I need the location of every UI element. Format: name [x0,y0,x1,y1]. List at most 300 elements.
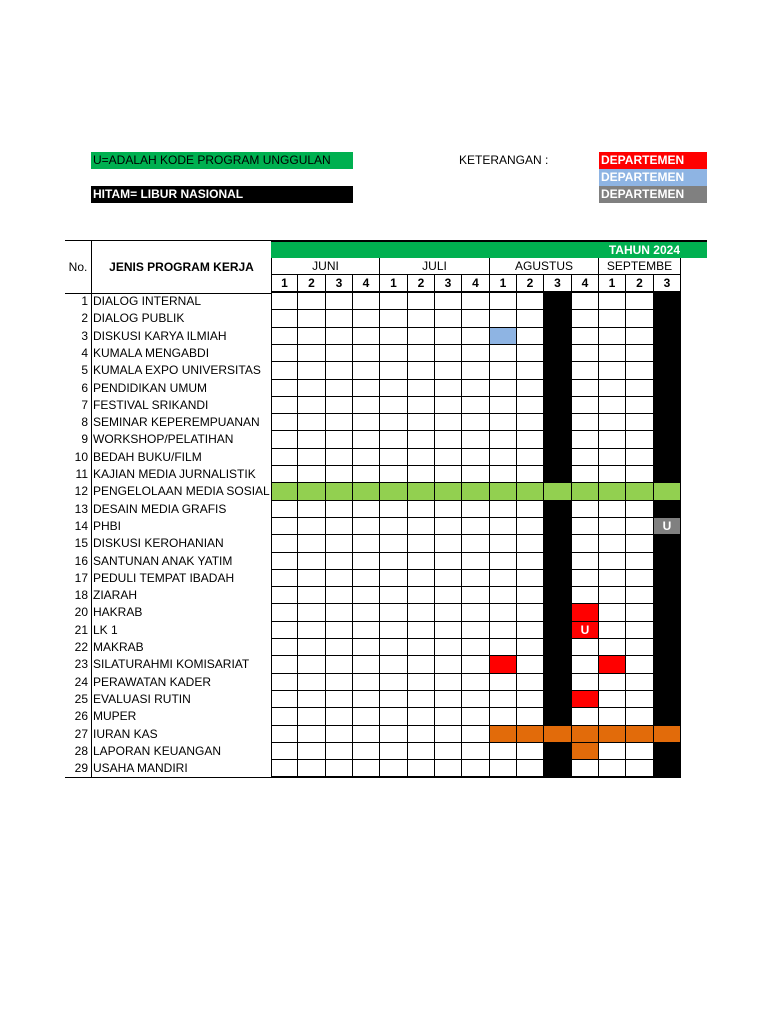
schedule-cell [271,708,298,726]
schedule-cell [326,328,353,345]
schedule-cell [326,483,353,501]
schedule-cell [599,639,626,656]
schedule-cell [599,380,626,397]
schedule-cell [654,674,681,691]
schedule-cell [408,587,435,604]
schedule-cell [326,674,353,691]
schedule-cell [380,466,408,483]
schedule-cell [654,691,681,708]
schedule-cell [435,639,462,656]
schedule-cell [380,708,408,726]
schedule-cell [490,449,517,466]
schedule-cell [517,587,544,604]
week-header: 3 [326,275,353,293]
schedule-cell [654,431,681,449]
schedule-cell [353,691,380,708]
schedule-cell [271,587,298,604]
schedule-cell [408,726,435,743]
schedule-cell [353,293,380,310]
schedule-cell [408,414,435,431]
schedule-cell [435,674,462,691]
schedule-cell [462,743,490,760]
schedule-cell [490,345,517,362]
schedule-cell [517,293,544,310]
schedule-cell [353,622,380,639]
schedule-cell [408,380,435,397]
schedule-cell [517,380,544,397]
schedule-cell [298,449,326,466]
schedule-cell [271,553,298,570]
schedule-cell [298,604,326,622]
week-header: 1 [271,275,298,293]
row-number: 3 [81,329,88,343]
schedule-cell [435,570,462,587]
schedule-cell [271,743,298,760]
schedule-cell [544,674,572,691]
schedule-cell [298,466,326,483]
schedule-cell [380,518,408,535]
schedule-cell [544,639,572,656]
schedule-cell [271,483,298,501]
schedule-cell [544,622,572,639]
schedule-cell [462,310,490,328]
schedule-cell [353,587,380,604]
year-header: TAHUN 2024 [271,240,707,258]
schedule-cell [490,328,517,345]
schedule-cell [435,691,462,708]
schedule-cell [572,760,599,777]
schedule-cell [380,622,408,639]
schedule-cell [271,535,298,553]
schedule-cell [517,431,544,449]
schedule-cell [517,449,544,466]
schedule-cell [408,604,435,622]
schedule-cell [271,449,298,466]
schedule-cell [298,518,326,535]
schedule-cell [298,639,326,656]
schedule-cell [544,691,572,708]
header-program: JENIS PROGRAM KERJA [91,240,271,293]
program-name: KUMALA EXPO UNIVERSITAS [91,362,271,380]
unggulan-cell: U [572,622,599,639]
schedule-cell [271,397,298,414]
header-no: No. [65,240,91,293]
schedule-cell [572,362,599,380]
schedule-cell [544,362,572,380]
schedule-cell [462,483,490,501]
schedule-cell [462,570,490,587]
schedule-cell [326,362,353,380]
schedule-cell [353,553,380,570]
schedule-cell [326,726,353,743]
schedule-cell [599,674,626,691]
schedule-cell [380,414,408,431]
legend-departemen-blue: DEPARTEMEN [599,169,707,186]
program-name: SILATURAHMI KOMISARIAT [91,656,271,674]
schedule-cell [380,726,408,743]
row-number: 5 [81,363,88,377]
schedule-cell [462,345,490,362]
schedule-cell [599,553,626,570]
program-name: MAKRAB [91,639,271,656]
schedule-cell [271,345,298,362]
schedule-cell [271,570,298,587]
schedule-cell [626,656,654,674]
schedule-cell [462,293,490,310]
schedule-cell [544,449,572,466]
schedule-cell [462,466,490,483]
schedule-cell [544,293,572,310]
schedule-cell [326,501,353,518]
schedule-cell [654,656,681,674]
row-number: 17 [74,571,88,585]
schedule-cell [572,328,599,345]
schedule-cell [271,726,298,743]
month-header: JUNI [271,258,380,275]
schedule-cell [326,414,353,431]
schedule-cell [271,639,298,656]
schedule-cell [490,483,517,501]
schedule-cell [654,362,681,380]
schedule-cell [326,535,353,553]
schedule-cell [599,570,626,587]
schedule-cell [626,310,654,328]
schedule-cell [435,449,462,466]
schedule-cell [572,293,599,310]
schedule-cell [435,501,462,518]
schedule-cell [572,639,599,656]
schedule-cell [462,622,490,639]
program-name: PEDULI TEMPAT IBADAH [91,570,271,587]
legend-unggulan: U=ADALAH KODE PROGRAM UNGGULAN [91,152,353,169]
schedule-cell [353,656,380,674]
schedule-cell [462,518,490,535]
schedule-cell [490,362,517,380]
schedule-cell [517,466,544,483]
schedule-cell [271,431,298,449]
schedule-cell [326,553,353,570]
schedule-cell [435,622,462,639]
schedule-cell [626,743,654,760]
schedule-cell [490,587,517,604]
schedule-cell [599,414,626,431]
row-number: 2 [81,311,88,325]
schedule-cell [517,553,544,570]
schedule-cell [435,380,462,397]
schedule-cell [353,345,380,362]
schedule-cell [654,328,681,345]
schedule-cell [462,656,490,674]
schedule-cell [572,466,599,483]
program-name: MUPER [91,708,271,726]
schedule-cell [435,397,462,414]
schedule-cell [490,656,517,674]
legend-departemen-red: DEPARTEMEN [599,152,707,169]
schedule-cell [490,535,517,553]
schedule-cell [298,310,326,328]
schedule-cell [380,553,408,570]
schedule-cell [544,466,572,483]
schedule-cell [490,380,517,397]
schedule-cell [654,535,681,553]
schedule-cell [435,604,462,622]
schedule-cell [626,483,654,501]
schedule-cell [380,656,408,674]
schedule-cell [654,726,681,743]
schedule-cell [572,518,599,535]
schedule-cell [490,397,517,414]
program-name: LAPORAN KEUANGAN [91,743,271,760]
schedule-cell [271,518,298,535]
schedule-cell [408,328,435,345]
schedule-cell [517,397,544,414]
schedule-cell [408,293,435,310]
schedule-cell [326,639,353,656]
row-number: 22 [74,640,88,654]
schedule-cell [626,397,654,414]
schedule-cell [326,587,353,604]
program-name: IURAN KAS [91,726,271,743]
schedule-cell [599,362,626,380]
program-name: SEMINAR KEPEREMPUANAN [91,414,271,431]
schedule-cell [353,760,380,777]
schedule-cell [626,674,654,691]
row-number: 10 [74,450,88,464]
week-header: 1 [599,275,626,293]
week-header: 3 [435,275,462,293]
week-header: 1 [380,275,408,293]
schedule-cell [408,345,435,362]
schedule-cell [490,691,517,708]
schedule-cell [544,535,572,553]
schedule-cell [626,691,654,708]
schedule-cell [298,431,326,449]
schedule-cell [298,622,326,639]
row-number: 25 [74,692,88,706]
row-number: 8 [81,415,88,429]
schedule-cell [298,760,326,777]
schedule-cell [408,553,435,570]
schedule-cell [490,466,517,483]
program-name: HAKRAB [91,604,271,622]
schedule-cell [353,466,380,483]
row-number: 29 [74,761,88,775]
schedule-cell [380,362,408,380]
schedule-cell [298,293,326,310]
schedule-cell [380,760,408,777]
schedule-cell [626,726,654,743]
schedule-cell [517,726,544,743]
week-header: 3 [544,275,572,293]
schedule-cell [517,656,544,674]
schedule-cell [271,362,298,380]
schedule-cell [435,708,462,726]
schedule-cell [326,743,353,760]
schedule-cell [544,345,572,362]
schedule-cell [462,691,490,708]
schedule-cell [490,501,517,518]
schedule-cell [654,397,681,414]
schedule-cell [298,535,326,553]
schedule-cell [435,310,462,328]
schedule-cell [353,397,380,414]
legend-libur-nasional: HITAM= LIBUR NASIONAL [91,186,353,203]
schedule-cell [490,293,517,310]
schedule-cell [298,587,326,604]
schedule-cell [462,535,490,553]
schedule-cell [626,622,654,639]
schedule-cell [353,674,380,691]
schedule-cell [654,345,681,362]
schedule-cell [326,760,353,777]
schedule-cell [435,431,462,449]
program-name: DIALOG INTERNAL [91,293,271,310]
program-name: KAJIAN MEDIA JURNALISTIK [91,466,271,483]
row-number: 13 [74,502,88,516]
week-header: 3 [654,275,681,293]
schedule-cell [353,310,380,328]
week-header: 4 [572,275,599,293]
schedule-cell [462,397,490,414]
program-name: KUMALA MENGABDI [91,345,271,362]
schedule-cell [271,414,298,431]
schedule-cell [599,604,626,622]
schedule-cell [654,293,681,310]
schedule-cell [517,345,544,362]
schedule-cell [626,639,654,656]
schedule-cell [626,604,654,622]
schedule-cell [408,310,435,328]
schedule-cell [380,639,408,656]
schedule-cell [544,414,572,431]
program-name: EVALUASI RUTIN [91,691,271,708]
schedule-cell [408,760,435,777]
schedule-cell [626,431,654,449]
schedule-cell [544,483,572,501]
schedule-cell [599,328,626,345]
schedule-cell [298,674,326,691]
schedule-cell [572,674,599,691]
schedule-cell [517,760,544,777]
program-name: DISKUSI KARYA ILMIAH [91,328,271,345]
schedule-cell [544,587,572,604]
schedule-cell [654,639,681,656]
schedule-cell [544,310,572,328]
schedule-cell [626,328,654,345]
schedule-cell [408,535,435,553]
schedule-cell [408,622,435,639]
program-name: ZIARAH [91,587,271,604]
row-number: 9 [81,432,88,446]
schedule-cell [353,501,380,518]
schedule-cell [408,708,435,726]
schedule-cell [435,328,462,345]
schedule-cell [326,293,353,310]
schedule-cell [462,639,490,656]
schedule-cell [490,726,517,743]
schedule-cell [626,466,654,483]
schedule-cell [380,397,408,414]
week-header: 4 [462,275,490,293]
schedule-cell [462,414,490,431]
schedule-cell [408,691,435,708]
schedule-cell [435,743,462,760]
schedule-cell [544,518,572,535]
schedule-cell [654,708,681,726]
schedule-cell [298,656,326,674]
row-number: 14 [74,519,88,533]
schedule-cell [599,449,626,466]
schedule-cell [517,674,544,691]
schedule-cell [462,501,490,518]
schedule-cell [599,483,626,501]
schedule-cell [353,518,380,535]
schedule-cell [517,535,544,553]
schedule-cell [326,397,353,414]
schedule-cell [326,604,353,622]
schedule-cell [462,431,490,449]
week-header: 2 [626,275,654,293]
week-header: 4 [353,275,380,293]
schedule-cell [353,726,380,743]
schedule-cell [462,726,490,743]
header-bottom-border [65,293,271,294]
schedule-cell [599,345,626,362]
week-header: 2 [298,275,326,293]
row-number: 27 [74,727,88,741]
schedule-cell [654,760,681,777]
schedule-cell [271,328,298,345]
program-name: FESTIVAL SRIKANDI [91,397,271,414]
schedule-cell [462,708,490,726]
schedule-cell [654,743,681,760]
row-number: 24 [74,675,88,689]
schedule-cell [298,743,326,760]
schedule-cell [380,328,408,345]
schedule-cell [298,328,326,345]
schedule-cell [435,553,462,570]
schedule-cell [544,431,572,449]
schedule-cell [572,397,599,414]
schedule-cell [380,310,408,328]
schedule-cell [435,466,462,483]
schedule-cell [490,674,517,691]
schedule-cell [572,587,599,604]
schedule-cell [353,604,380,622]
schedule-cell [599,431,626,449]
schedule-cell [572,483,599,501]
row-number: 4 [81,346,88,360]
schedule-cell [544,604,572,622]
schedule-cell [462,328,490,345]
program-name: SANTUNAN ANAK YATIM [91,553,271,570]
schedule-cell [490,414,517,431]
schedule-cell [462,380,490,397]
schedule-cell [599,760,626,777]
schedule-cell [599,293,626,310]
row-number: 21 [74,623,88,637]
schedule-cell [435,760,462,777]
schedule-cell [353,328,380,345]
schedule-cell [435,414,462,431]
row-number: 11 [75,467,88,481]
schedule-cell [380,431,408,449]
schedule-cell [654,501,681,518]
schedule-cell [326,622,353,639]
schedule-cell [626,553,654,570]
schedule-cell [298,362,326,380]
schedule-cell [408,362,435,380]
